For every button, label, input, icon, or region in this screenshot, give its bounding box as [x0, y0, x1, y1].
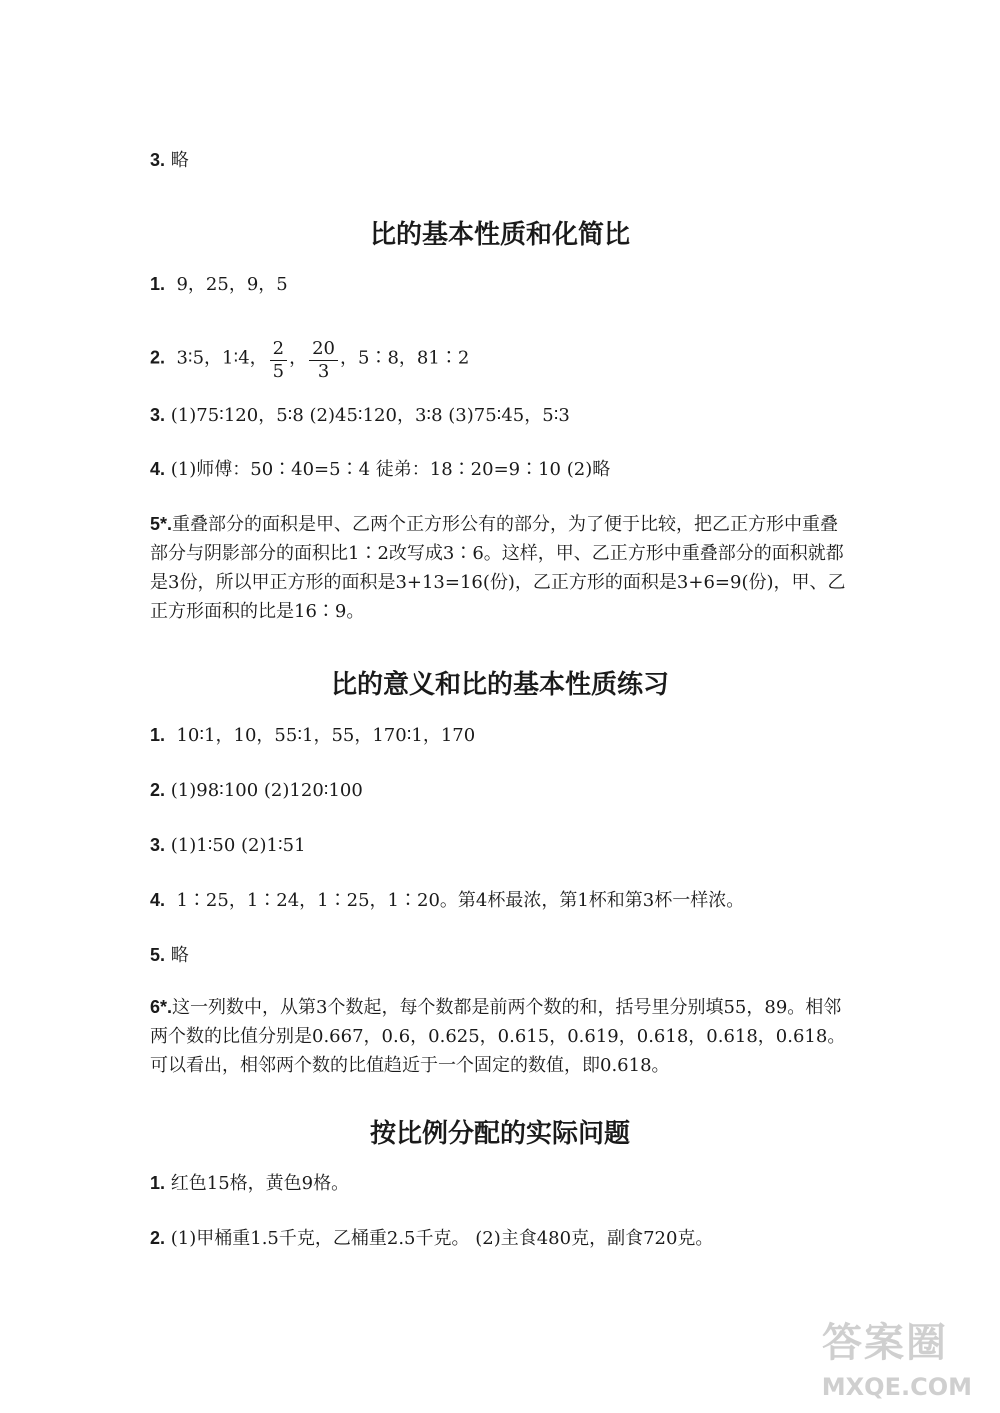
item-number: 4.: [150, 890, 166, 910]
item-text: 1∶25，1∶24，1∶25，1∶20。第4杯最浓，第1杯和第3杯一样浓。: [176, 890, 745, 911]
fraction-denominator: 5: [272, 361, 285, 382]
item-text: 重叠部分的面积是甲、乙两个正方形公有的部分，为了便于比较，把乙正方形中重叠部分与阴影部分的面积比1∶2改写成3∶6。这样，甲、乙正方形中重叠部分的面积就都是3份，所以甲正方形的面积是3+13=16(份)，乙正方形的面积是3+6=9(份)，甲、乙正方形面积的比是16∶9。: [150, 514, 846, 622]
list-item: [150, 993, 850, 1080]
list-item: [150, 778, 850, 803]
list-item: [150, 1171, 850, 1196]
item-text: 10∶1，10，55∶1，55，170∶1，170: [176, 725, 476, 746]
fraction: [270, 338, 287, 383]
watermark-logo: 答案圈: [822, 1320, 948, 1366]
item-text: 略: [170, 945, 189, 966]
item-number: 5*.: [150, 514, 173, 534]
item-text: (1)75∶120，5∶8 (2)45∶120，3∶8 (3)75∶45，5∶3: [170, 405, 570, 426]
list-item: [150, 403, 850, 428]
list-item: [150, 1226, 850, 1251]
item-number: 1.: [150, 725, 166, 745]
item-number: 3.: [150, 150, 166, 170]
list-item: [150, 272, 850, 297]
item-text: (1)1∶50 (2)1∶51: [170, 835, 306, 856]
item-text: ，5∶8，81∶2: [340, 347, 470, 369]
item-number: 2.: [150, 347, 166, 368]
item-number: 5.: [150, 945, 166, 965]
list-item: [150, 457, 850, 482]
section-title: 比的意义和比的基本性质练习: [330, 670, 669, 700]
item-number: 2.: [150, 780, 166, 800]
list-item: [150, 723, 850, 748]
item-number: 1.: [150, 1173, 166, 1193]
fraction-denominator: 3: [317, 361, 330, 382]
list-item: [150, 510, 850, 626]
item-number: 1.: [150, 274, 166, 294]
item-number: 6*.: [150, 997, 173, 1017]
item-text: (1)98∶100 (2)120∶100: [170, 780, 363, 801]
item-text: 略: [170, 150, 189, 171]
item-text: 3∶5，1∶4，: [176, 347, 268, 369]
item-number: 2.: [150, 1228, 166, 1248]
item-number: 3.: [150, 405, 166, 425]
item-number: 3.: [150, 835, 166, 855]
fraction: [309, 338, 338, 383]
top-item: [150, 148, 850, 173]
item-text: 红色15格，黄色9格。: [170, 1173, 350, 1194]
watermark-url: MXQE.COM: [821, 1373, 972, 1401]
section-title: 比的基本性质和化简比: [369, 220, 630, 250]
item-number: 4.: [150, 459, 166, 479]
section-title: 按比例分配的实际问题: [369, 1119, 630, 1149]
list-item: [150, 336, 850, 381]
watermark: [822, 1311, 972, 1401]
item-text: 9，25，9，5: [176, 274, 288, 295]
list-item: [150, 888, 850, 913]
item-separator: ，: [289, 347, 308, 369]
list-item: [150, 833, 850, 858]
fraction-numerator: 2: [270, 338, 287, 361]
list-item: [150, 943, 850, 968]
item-text: 这一列数中，从第3个数起，每个数都是前两个数的和，括号里分别填55，89。相邻两个数的比值分别是0.667，0.6，0.625，0.615，0.619，0.618，0.618，0.618。可以看出，相邻两个数的比值趋近于一个固定的数值，即0.618。: [150, 997, 846, 1076]
item-text: (1)甲桶重1.5千克，乙桶重2.5千克。 (2)主食480克，副食720克。: [170, 1228, 714, 1249]
fraction-numerator: 20: [309, 338, 338, 361]
item-text: (1)师傅：50∶40=5∶4 徒弟：18∶20=9∶10 (2)略: [170, 459, 611, 480]
